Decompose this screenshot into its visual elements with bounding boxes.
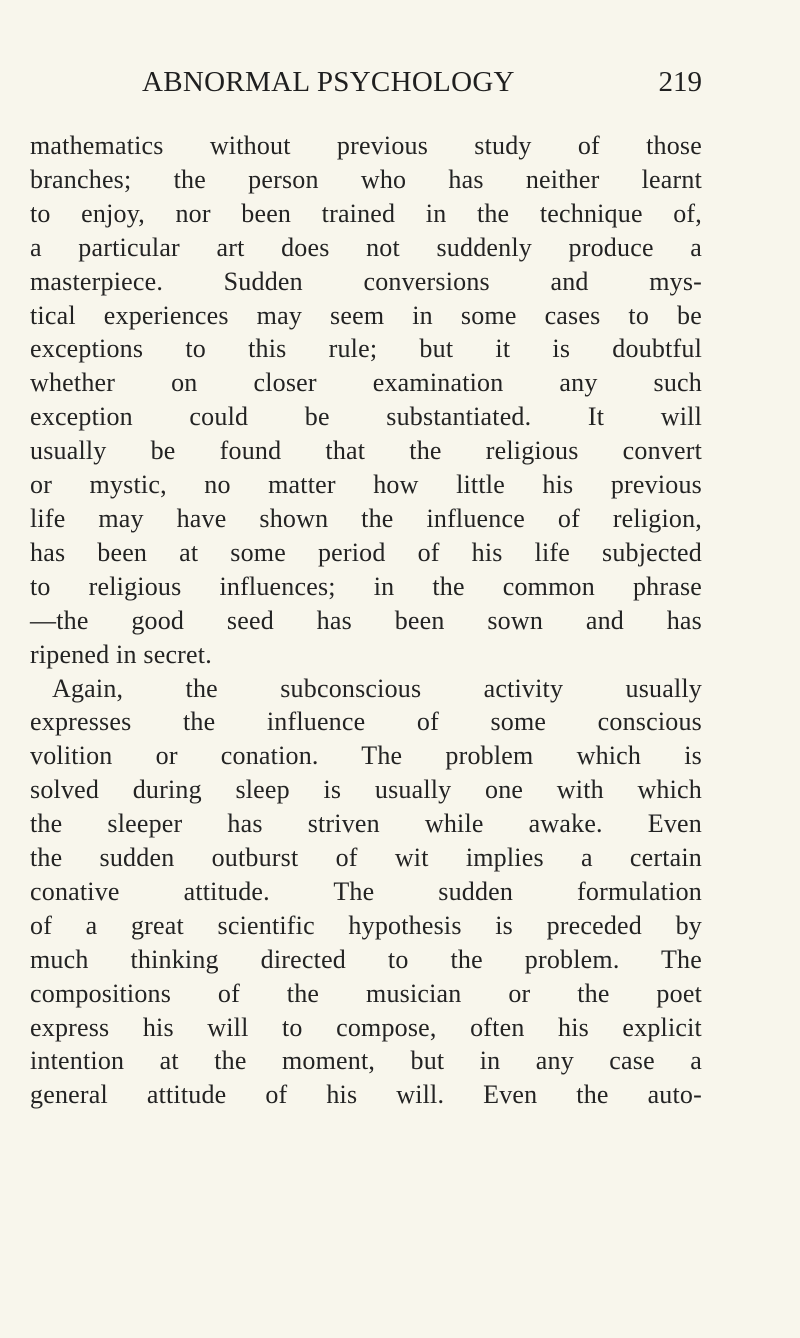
- text-line: to enjoy, nor been trained in the technique of,: [30, 198, 702, 228]
- text-line: the sudden outburst of wit implies a certain: [30, 843, 702, 873]
- text-line: to religious influences; in the common phrase: [30, 571, 702, 601]
- text-line: has been at some period of his life subjected: [30, 537, 702, 567]
- text-line: express his will to compose, often his explicit: [30, 1012, 702, 1042]
- paragraph-end-line: ripened in secret.: [30, 639, 212, 669]
- text-line: —the good seed has been sown and has: [30, 605, 702, 635]
- text-line: of a great scientific hypothesis is preceded by: [30, 910, 702, 940]
- running-title: ABNORMAL PSYCHOLOGY: [142, 66, 515, 98]
- text-line: tical experiences may seem in some cases to be: [30, 300, 702, 330]
- text-line: general attitude of his will. Even the auto-: [30, 1080, 702, 1110]
- text-line: volition or conation. The problem which is: [30, 741, 702, 771]
- text-line: exception could be substantiated. It will: [30, 402, 702, 432]
- text-line: expresses the influence of some conscious: [30, 707, 702, 737]
- text-line: solved during sleep is usually one with which: [30, 775, 702, 805]
- text-line: conative attitude. The sudden formulation: [30, 876, 702, 906]
- text-line: whether on closer examination any such: [30, 368, 702, 398]
- text-line: compositions of the musician or the poet: [30, 978, 702, 1008]
- body-text: [30, 129, 702, 1112]
- text-line: exceptions to this rule; but it is doubtful: [30, 334, 702, 364]
- paragraph-start-line: Again, the subconscious activity usually: [52, 673, 702, 703]
- text-line: masterpiece. Sudden conversions and mys-: [30, 266, 702, 296]
- text-line: or mystic, no matter how little his previous: [30, 470, 702, 500]
- text-line: the sleeper has striven while awake. Even: [30, 809, 702, 839]
- text-line: branches; the person who has neither learnt: [30, 164, 702, 194]
- text-line: a particular art does not suddenly produce a: [30, 232, 702, 262]
- text-line: usually be found that the religious convert: [30, 436, 702, 466]
- text-line: life may have shown the influence of religion,: [30, 503, 702, 533]
- text-line: intention at the moment, but in any case a: [30, 1046, 702, 1076]
- page-number: 219: [658, 66, 702, 98]
- text-line: much thinking directed to the problem. The: [30, 944, 702, 974]
- running-header: [30, 66, 702, 116]
- text-line: mathematics without previous study of those: [30, 131, 702, 160]
